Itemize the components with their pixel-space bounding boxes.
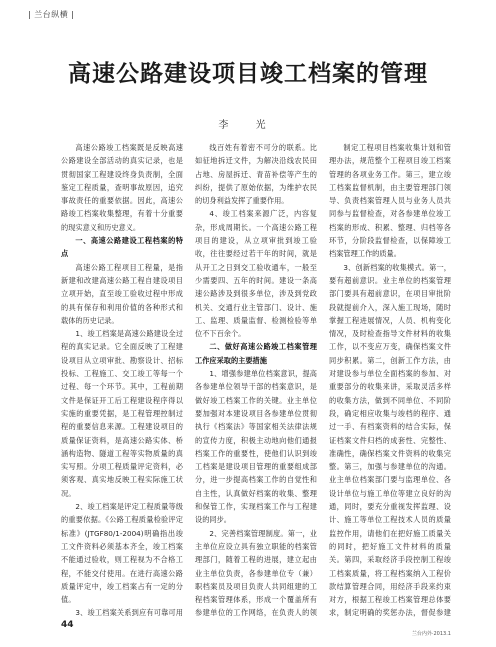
text-column-3 (329, 141, 451, 619)
section-heading: 二、做好高速公路竣工档案管理工作应采取的主要措施 (195, 342, 317, 365)
paragraph: 2、完善档案管理制度。第一，业主单位应设立具有独立职能的档案管理部门，随着工程的进展，建立起由业主单位负责，各参建单位专（兼）职档案员及项目负责人共同组建的工程档案管理体系，形成一个覆盖所有参建单位的工作网络，在负责人的领 (195, 528, 317, 618)
paragraph: 2、竣工档案是评定工程质量等级的重要依据。《公路工程质量检验评定标准》(JTGF80/1-2004)明确指出竣工文件资料必须基本齐全，竣工档案不能通过验收，则工程视为不合格工程，不能交付使用。在进行高速公路质量评定中，竣工档案占有一定的分值。 (61, 502, 183, 605)
paragraph: 高速公路工程项目工程量，是指新建和改建高速公路工程自建设项目立项开始，直至竣工验收过程中形成的具有保存和利用价值的各种形式和载体的历史记录。 (61, 262, 183, 325)
text-column-1 (61, 141, 183, 619)
journal-issue: 兰台内外·2013.1 (411, 631, 451, 637)
section-heading: 一、高速公路建设工程档案的特点 (61, 236, 183, 259)
paragraph: 制定工程项目档案收集计划和管理办法，规范整个工程项目竣工档案管理的各项业务工作。第三，建立竣工档案监督机制，由主要管理部门领导、负责档案管理人员与业务人员共同参与监督检查，对各参建单位竣工档案的形成、积累、整理、归档等各环节，分阶段监督检查，以保障竣工档案管理工作的质量。 (329, 143, 451, 259)
paragraph: 线百姓有着密不可分的联系。比如征地拆迁文件，为解决沿线农民田占地、房屋拆迁、青苗补偿等产生的纠纷，提供了原始依据，为维护农民的切身利益发挥了重要作用。 (195, 143, 317, 206)
article-author: 李 光 (218, 120, 278, 131)
page-number: 44 (61, 620, 74, 630)
paragraph: 高速公路竣工档案既是反映高速公路建设全部活动的真实记录，也是贯彻国家工程建设终身负责制，全面鉴定工程质量，查明事故原因，追究事故责任的重要依据。因此，高速公路竣工档案收集整理，有着十分重要的现实意义和历史意义。 (61, 143, 183, 232)
paragraph: 1、竣工档案是高速公路建设全过程的真实记录。它全面反映了工程建设项目从立项审批、勘察设计、招标投标、工程施工、交工竣工等每一个过程、每一个环节。其中，工程前期文件是保证开工后工程建设程序得以实施的重要凭据，是工程管理控制过程的重要信息来源。工程建设项目的质量保证资料，是高速公路实体、桥涵构造物、隧道工程等实物质量的真实写照。分项工程质量评定资料，必须客观、真实地反映工程实际施工状况。 (61, 329, 183, 498)
paragraph: 3、竣工档案关系到应有可靠可用 (75, 608, 183, 618)
paragraph: 1、增强参建单位档案意识，提高各参建单位领导干部的档案意识，是做好竣工档案工作的关键。业主单位要加强对本建设项目各参建单位贯彻执行《档案法》等国家相关法律法规的宣传力度，积极主动地向他们通报档案工作的重要性，使他们认识到竣工档案是建设项目管理的重要组成部分，进一步提高档案工作的自觉性和自主性，认真做好档案的收集、整理和保管工作，实现档案工作与工程建设的同步。 (195, 369, 317, 525)
column-tag: | 兰台纵横 | (28, 10, 75, 19)
text-column-2 (195, 141, 317, 619)
paragraph: 4、竣工档案来源广泛，内容复杂，形成周期长。一个高速公路工程项目的建设，从立项审批到竣工验收，往往要经过若干年的时间，就是从开工之日到交工验收通车，一般至少需要四、五年的时间。建设一条高速公路涉及到很多单位，涉及到党政机关、交通行业主管部门、设计、施工、监理、质量监督、检测检验等单位不下百余个。 (195, 209, 317, 339)
article-body (61, 141, 451, 619)
article-title: 高速公路建设项目竣工档案的管理 (68, 61, 428, 87)
paragraph: 3、创新档案的收集模式。第一，要有超前意识。业主单位的档案管理部门要具有超前意识，在项目审批阶段就提前介入，深入施工现场，随时掌握工程进展情况，人员、机构变化情况，及时检查指导文件材料的收集工作，以不变应万变，确保档案文件同步积累。第二，创新工作方法，由对建设参与单位全面档案的参加、对重要部分的收集来讲，采取灵活多样的收集方法，做到不同单位、不同阶段，确定相应收集与竣档的程序、通过一手、有档案资料的结合实际，保证档案文件归档的成套性、完整性、准确性，确保档案文件资料的收集完整。第三，加强与参建单位的沟通。业主单位档案部门要与监理单位、各设计单位与施工单位等建立良好的沟通，同时，要充分重视发挥监理、设计、施工等单位工程技术人员的质量监控作用，请他们在把好施工质量关的同时，把好施工文件材料的质量关。第四，采取经济手段控制工程竣工档案质量，将工程档案纳入工程价款结算管理合同，用经济手段来约束对方，根据工程竣工档案管理总体要求，制定明确的奖惩办法，督促参建 (329, 262, 451, 618)
